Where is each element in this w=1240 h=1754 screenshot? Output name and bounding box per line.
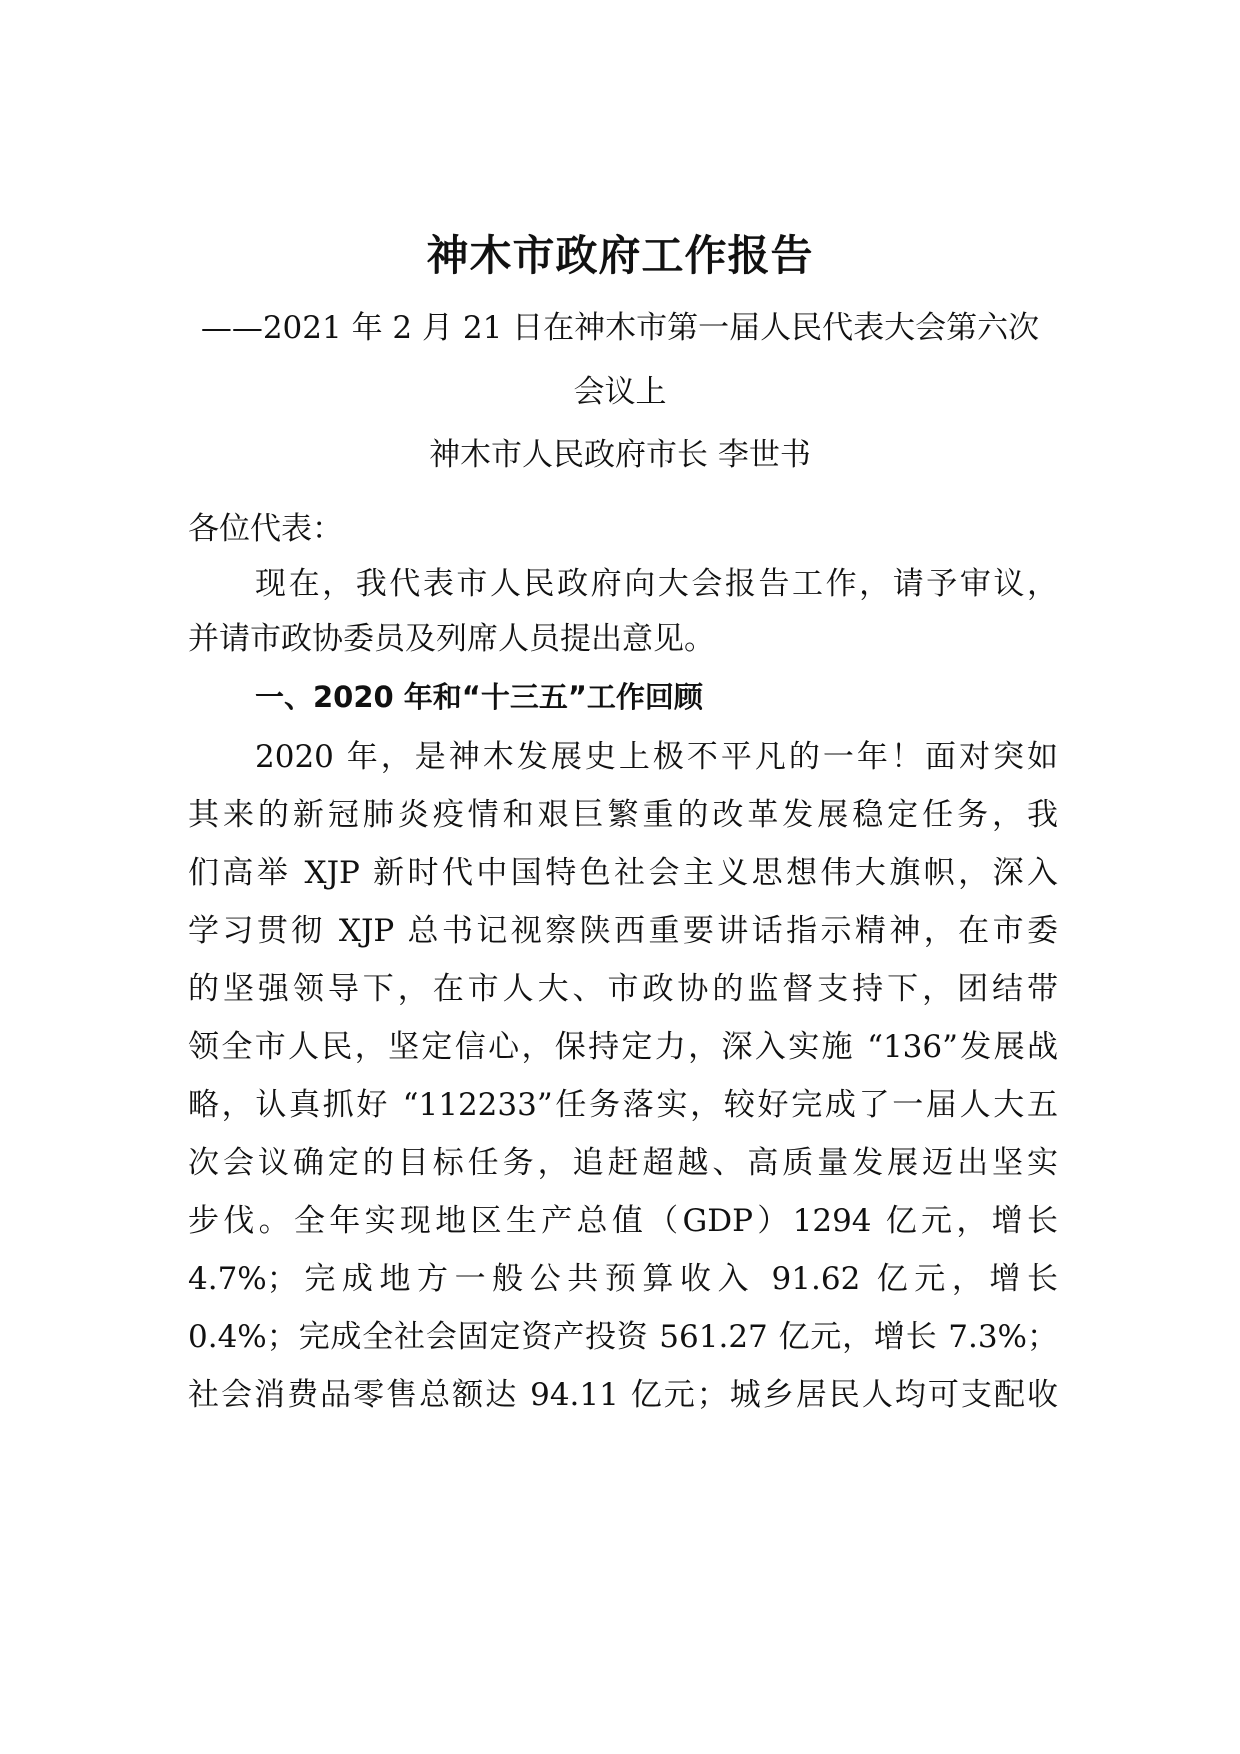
body-line: 们高举 XJP 新时代中国特色社会主义思想伟大旗帜，深入 bbox=[188, 855, 1058, 891]
body-line: 社会消费品零售总额达 94.11 亿元；城乡居民人均可支配收 bbox=[188, 1377, 1058, 1413]
body-line: 略，认真抓好 “112233”任务落实，较好完成了一届人大五 bbox=[188, 1087, 1058, 1123]
body-line: 步伐。全年实现地区生产总值（GDP）1294 亿元，增长 bbox=[188, 1203, 1058, 1239]
report-title: 神木市政府工作报告 bbox=[426, 231, 814, 280]
body-line: 2020 年，是神木发展史上极不平凡的一年！面对突如 bbox=[255, 739, 1058, 775]
report-subtitle-line-2: 会议上 bbox=[573, 374, 667, 410]
salutation: 各位代表： bbox=[188, 511, 343, 547]
section-heading: 一、2020 年和“十三五”工作回顾 bbox=[255, 680, 703, 714]
body-line: 领全市人民，坚定信心，保持定力，深入实施 “136”发展战 bbox=[188, 1029, 1058, 1065]
body-line: 学习贯彻 XJP 总书记视察陕西重要讲话指示精神，在市委 bbox=[188, 913, 1058, 949]
body-line: 次会议确定的目标任务，追赶超越、高质量发展迈出坚实 bbox=[188, 1145, 1058, 1181]
body-line: 4.7%；完成地方一般公共预算收入 91.62 亿元，增长 bbox=[188, 1261, 1058, 1297]
intro-line: 现在，我代表市人民政府向大会报告工作，请予审议， bbox=[255, 566, 1058, 602]
body-line: 的坚强领导下，在市人大、市政协的监督支持下，团结带 bbox=[188, 971, 1058, 1007]
body-line: 其来的新冠肺炎疫情和艰巨繁重的改革发展稳定任务，我 bbox=[188, 797, 1058, 833]
report-author: 神木市人民政府市长 李世书 bbox=[429, 437, 811, 473]
report-subtitle-line-1: ——2021 年 2 月 21 日在神木市第一届人民代表大会第六次 bbox=[200, 310, 1040, 346]
body-line: 0.4%；完成全社会固定资产投资 561.27 亿元，增长 7.3%； bbox=[188, 1319, 1058, 1355]
intro-line: 并请市政协委员及列席人员提出意见。 bbox=[188, 621, 715, 657]
